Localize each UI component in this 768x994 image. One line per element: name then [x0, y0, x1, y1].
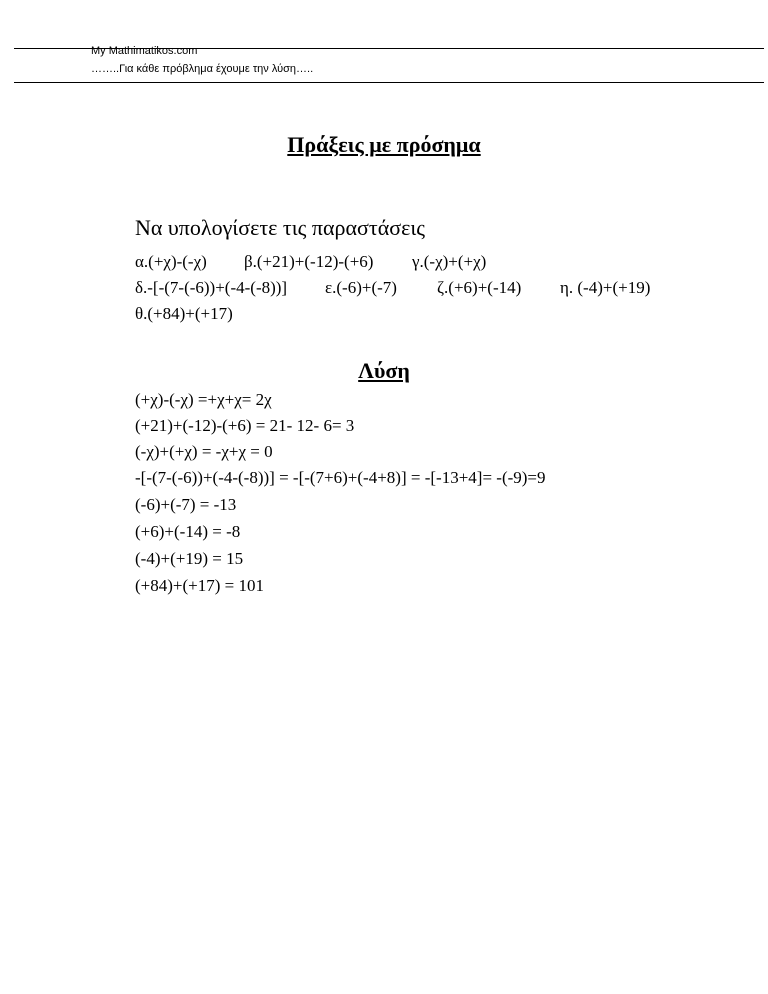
exercise-th: θ.(+84)+(+17) [135, 304, 233, 323]
exercise-a: α.(+χ)-(-χ) [135, 252, 207, 271]
solution-line-z: (+6)+(-14) = -8 [135, 522, 241, 541]
instruction-text: Να υπολογίσετε τις παραστάσεις [135, 215, 425, 240]
solution-line-a: (+χ)-(-χ) =+χ+χ= 2χ [135, 390, 272, 409]
exercise-e: ε.(-6)+(-7) [325, 278, 397, 297]
header-bottom-rule [14, 82, 764, 83]
exercise-b: β.(+21)+(-12)-(+6) [244, 252, 374, 271]
site-name: My Mathimatikos.com [91, 45, 198, 57]
exercise-d: δ.-[-(7-(-6))+(-4-(-8))] [135, 278, 288, 297]
solution-line-d: -[-(7-(-6))+(-4-(-8))] = -[-(7+6)+(-4+8)] = -[-13+4]= -(-9)=9 [135, 468, 546, 487]
exercise-c: γ.(-χ)+(+χ) [412, 252, 487, 271]
exercise-h: η. (-4)+(+19) [560, 278, 651, 297]
solution-line-b: (+21)+(-12)-(+6) = 21- 12- 6= 3 [135, 416, 355, 435]
page-title: Πράξεις με πρόσημα [287, 132, 481, 157]
solution-line-c: (-χ)+(+χ) = -χ+χ = 0 [135, 442, 273, 461]
solution-line-e: (-6)+(-7) = -13 [135, 495, 237, 514]
exercise-z: ζ.(+6)+(-14) [437, 278, 522, 297]
site-tagline: ……..Για κάθε πρόβλημα έχουμε την λύση….. [91, 63, 314, 75]
solution-line-h: (-4)+(+19) = 15 [135, 549, 244, 568]
solution-title: Λύση [358, 358, 410, 383]
solution-line-th: (+84)+(+17) = 101 [135, 576, 264, 595]
